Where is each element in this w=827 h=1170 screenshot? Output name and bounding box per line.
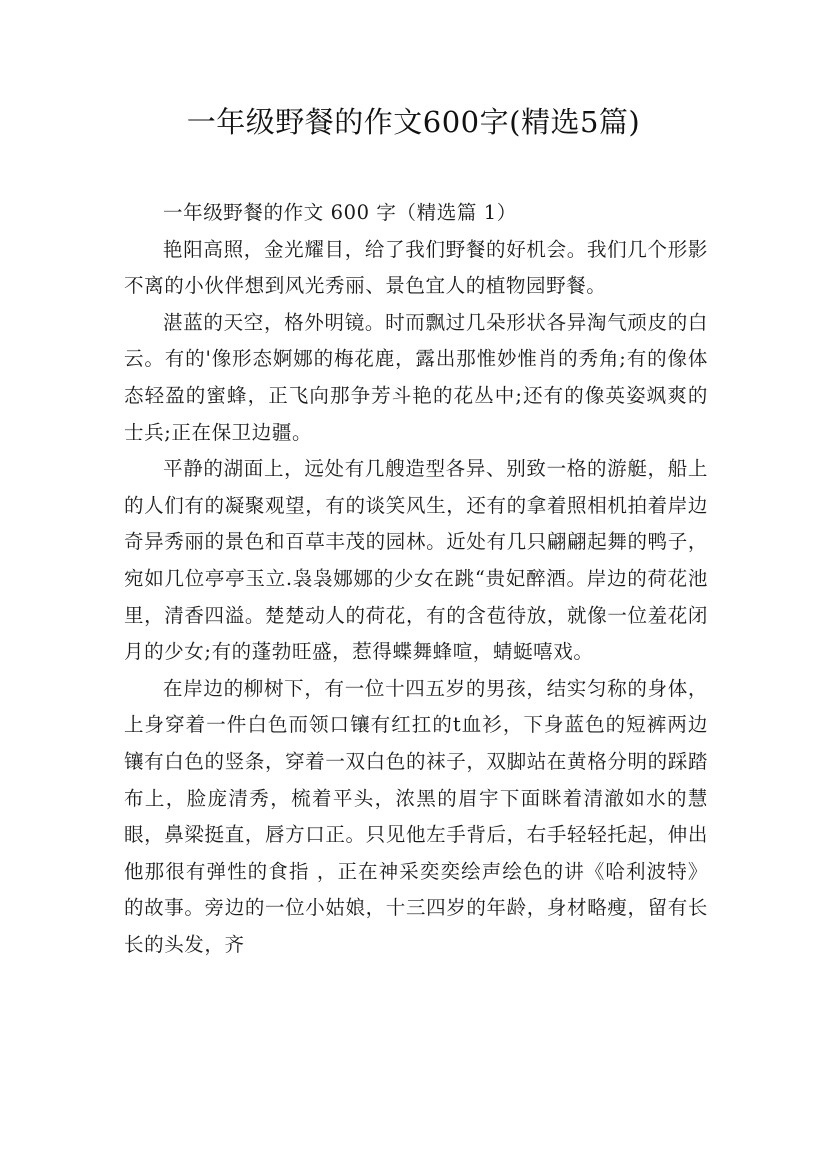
section-heading: 一年级野餐的作文 600 字（精选篇 1） <box>163 201 517 224</box>
document-body <box>124 195 708 963</box>
paragraph: 艳阳高照，金光耀目，给了我们野餐的好机会。我们几个形影不离的小伙伴想到风光秀丽、景色宜人的植物园野餐。 <box>124 237 708 298</box>
paragraph: 湛蓝的天空，格外明镜。时而飘过几朵形状各异淘气顽皮的白云。有的'像形态婀娜的梅花鹿，露出那惟妙惟肖的秀角;有的像体态轻盈的蜜蜂，正飞向那争芳斗艳的花丛中;还有的像英姿飒爽的士兵;正在保卫边疆。 <box>124 310 708 444</box>
document-title: 一年级野餐的作文600字(精选5篇) <box>186 105 641 139</box>
paragraph: 在岸边的柳树下，有一位十四五岁的男孩，结实匀称的身体，上身穿着一件白色而领口镶有红扛的t血衫，下身蓝色的短裤两边镶有白色的竖条，穿着一双白色的袜子，双脚站在黄格分明的踩踏布上，脸庞清秀，梳着平头，浓黑的眉宇下面眯着清澈如水的慧眼，鼻梁挺直，唇方口正。只见他左手背后，右手轻轻托起，伸出他那很有弹性的食指 ，正在神采奕奕绘声绘色的讲《哈利波特》的故事。旁边的一位小姑娘，十三四岁的年龄，身材略瘦，留有长长的头发，齐 <box>124 676 708 956</box>
paragraph: 平静的湖面上，远处有几艘造型各异、别致一格的游艇，船上的人们有的凝聚观望，有的谈笑风生，还有的拿着照相机拍着岸边奇异秀丽的景色和百草丰茂的园林。近处有几只翩翩起舞的鸭子，宛如几位亭亭玉立.袅袅娜娜的少女在跳“贵妃醉酒。岸边的荷花池里，清香四溢。楚楚动人的荷花，有的含苞待放，就像一位羞花闭月的少女;有的蓬勃旺盛，惹得蝶舞蜂喧，蜻蜓嘻戏。 <box>124 457 708 664</box>
